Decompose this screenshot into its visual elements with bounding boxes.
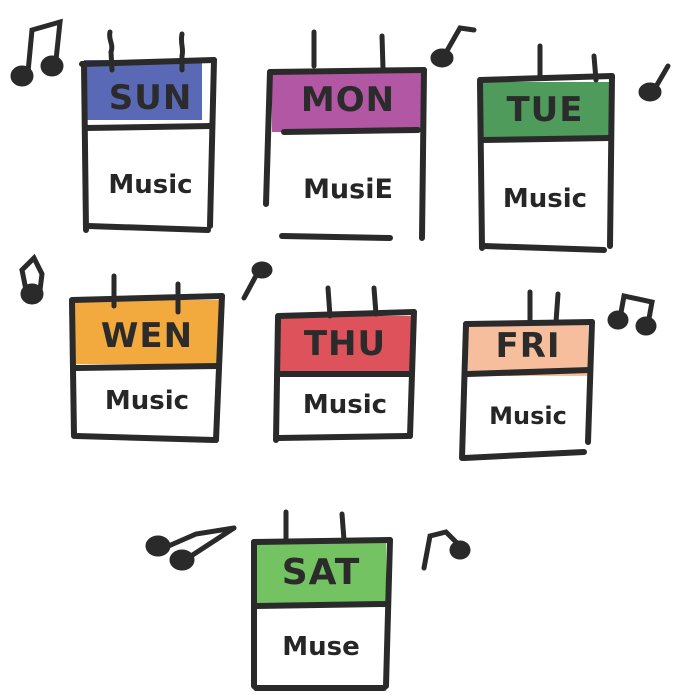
calendar-wen — [66, 276, 228, 448]
calendar-mon — [262, 32, 434, 248]
activity-label: Music — [502, 184, 588, 214]
quarter-note-icon — [638, 62, 678, 106]
day-label: WEN — [100, 316, 194, 356]
calendar-thu-frame — [270, 288, 420, 448]
calendar-wen-frame — [66, 276, 228, 448]
activity-label: Muse — [282, 632, 360, 662]
double-eighth-note-icon — [8, 12, 72, 96]
eighth-note-icon — [14, 250, 64, 314]
day-label: MON — [300, 80, 396, 120]
calendar-tue — [470, 46, 620, 256]
day-label: SUN — [108, 78, 193, 118]
eighth-note-icon — [430, 20, 480, 74]
activity-label: MusiE — [303, 174, 393, 205]
activity-label: Music — [104, 386, 190, 416]
day-label: FRI — [495, 326, 561, 366]
double-eighth-note-icon — [606, 288, 666, 342]
calendar-mon-frame — [262, 32, 434, 248]
calendar-fri — [458, 292, 598, 464]
calendar-tue-frame — [470, 46, 620, 256]
calendar-sat — [246, 512, 396, 692]
day-label: SAT — [281, 552, 361, 593]
day-label: THU — [303, 324, 387, 364]
calendar-fri-frame — [458, 292, 598, 464]
calendar-thu — [270, 288, 420, 448]
calendar-sat-frame — [246, 512, 396, 692]
double-eighth-note-icon — [144, 520, 244, 584]
eighth-note-icon — [412, 524, 476, 584]
quarter-note-icon — [234, 262, 274, 310]
activity-label: Music — [489, 402, 567, 430]
activity-label: Music — [302, 390, 388, 420]
calendar-sun — [78, 30, 223, 240]
day-label: TUE — [506, 90, 584, 130]
activity-label: Music — [108, 170, 193, 200]
calendar-sun-frame — [78, 30, 223, 240]
